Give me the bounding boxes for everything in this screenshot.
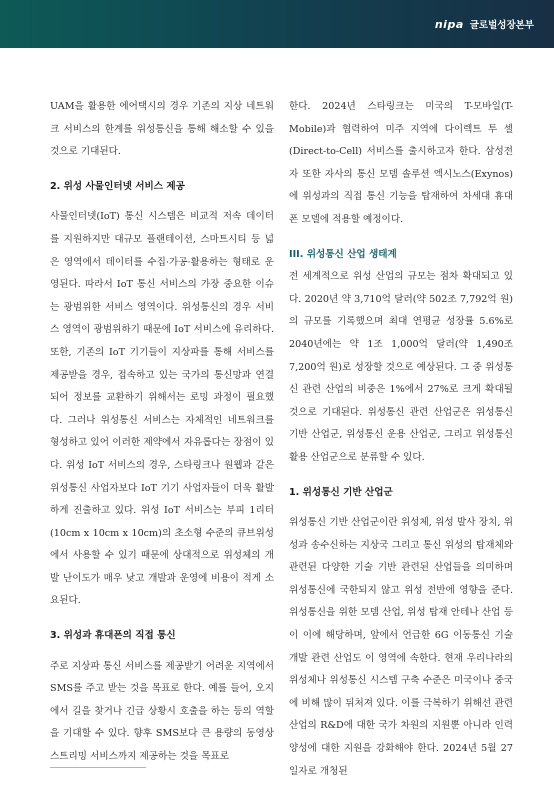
left-paragraph-uam: UAM을 활용한 에어택시의 경우 기존의 지상 네트워크 서비스의 한계를 위성통신을 통해 해소할 수 있을 것으로 기대된다. [50,101,274,158]
heading-infrastructure-industry: 1. 위성통신 기반 산업군 [289,486,393,498]
header-brand [435,17,534,31]
right-column [289,96,513,783]
right-paragraph-starlink: 한다. 2024년 스타링크는 미국의 T-모바일(T-Mobile)과 협력하여 미주 지역에 다이렉트 투 셀(Direct-to-Cell) 서비스를 출시하고자 한다. 삼성전자 또한 자사의 통신 모뎀 솔루션 엑시노스(Exynos)에 위성과의 직접 통신 기능을 탑재하여 차세대 휴대폰 모델에 적용할 예정이다. [289,101,513,225]
left-paragraph-iot: 사물인터넷(IoT) 통신 시스템은 비교적 저속 데이터를 지원하지만 대규모 플랜테이션, 스마트시티 등 넓은 영역에서 데이터를 수집·가공·활용하는 형태로 운영된다. 따라서 IoT 통신 서비스의 가장 중요한 이슈는 광범위한 서비스 영역이다. 위성통신의 경우 서비스 영역이 광범위하기 때문에 IoT 서비스에 유리하다. 또한, 기존의 IoT 기기들이 지상파를 통해 서비스를 제공받을 경우, 접속하고 있는 국가의 통신망과 연결되어 정보를 교환하기 위해서는 로밍 과정이 필요했다. 그러나 위성통신 서비스는 자체적인 네트워크를 형성하고 있어 이러한 제약에서 자유롭다는 장점이 있다. 위성 IoT 서비스의 경우, 스타링크나 원웹과 같은 위성통신 사업자보다 IoT 기기 사업자들이 더욱 활발하게 진출하고 있다. 위성 IoT 서비스는 부피 1리터(10cm x 10cm x 10cm)의 초소형 수준의 큐브위성에서 사용할 수 있기 때문에 상대적으로 위성체의 개발 난이도가 매우 낮고 개발과 운영에 비용이 적게 소요된다. [50,211,274,607]
nipa-logo: nipa [434,17,464,31]
footnote-divider [50,767,146,768]
left-column [50,96,274,769]
right-paragraph-infrastructure: 위성통신 기반 산업군이란 위성체, 위성 발사 장치, 위성과 송수신하는 지상국 그리고 통신 위성의 탑재체와 관련된 다양한 기술 기반 관련된 산업들을 의미하며 위성통신에 국한되지 않고 위성 전반에 영향을 준다. 위성통신을 위한 모뎀 산업, 위성 탑재 안테나 산업 등이 이에 해당하며, 앞에서 언급한 6G 이동통신 기술 개발 관련 산업도 이 영역에 속한다. 현재 우리나라의 위성체나 위성통신 시스템 구축 수준은 미국이나 중국에 비해 많이 뒤처져 있다. 이를 극복하기 위해선 관련 산업의 R&D에 대한 국가 차원의 지원뿐 아니라 인력 양성에 대한 지원을 강화해야 한다. 2024년 5월 27일자로 개청된 [289,517,513,777]
section-heading-ecosystem: III. 위성통신 산업 생태계 [289,248,397,260]
left-paragraph-direct: 주로 지상파 통신 서비스를 제공받기 어려운 지역에서 SMS를 주고 받는 것을 목표로 한다. 예를 들어, 오지에서 길을 찾거나 긴급 상황시 호출을 하는 등의 역할을 기대할 수 있다. 향후 SMS보다 큰 용량의 동영상 스트리밍 서비스까지 제공하는 것을 목표로 [50,660,274,763]
right-paragraph-market: 전 세계적으로 위성 산업의 규모는 점차 확대되고 있다. 2020년 약 3,710억 달러(약 502조 7,792억 원)의 규모를 기록했으며 최대 연평균 성장률 5.6%로 2040년에는 약 1조 1,000억 달러(약 1,490조 7,200억 원)로 성장할 것으로 예상된다. 그 중 위성통신 관련 산업의 비중은 1%에서 27%로 크게 확대될 것으로 기대된다. 위성통신 관련 산업군은 위성통신 기반 산업군, 위성통신 운용 산업군, 그리고 위성통신 활용 산업군으로 분류할 수 있다. [289,271,513,463]
page-header-banner [0,0,554,48]
header-department: 글로벌성장본부 [469,20,534,31]
heading-satellite-iot: 2. 위성 사물인터넷 서비스 제공 [50,180,185,192]
heading-direct-to-phone: 3. 위성과 휴대폰의 직접 통신 [50,630,176,642]
